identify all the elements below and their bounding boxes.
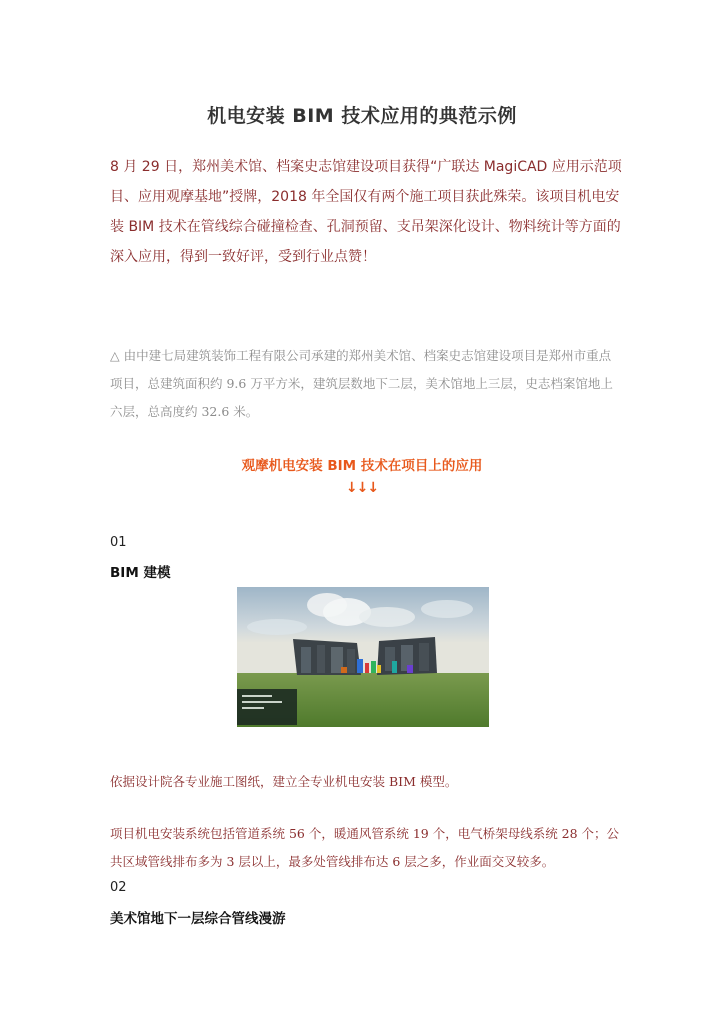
intro-paragraph: 8 月 29 日，郑州美术馆、档案史志馆建设项目获得“广联达 MagiCAD 应用示范项目、应用观摩基地”授牌，2018 年全国仅有两个施工项目获此殊荣。该项目机电安装 BIM 技术在管线综合碰撞检查、孔洞预留、支吊架深化设计、物料统计等方面的深入应用，得到一致好评，受到行业点赞！ — [110, 159, 622, 265]
section-number: 01 — [110, 535, 127, 550]
section-title: BIM 建模 — [110, 565, 171, 581]
down-arrows-icon: ↓↓↓ — [345, 480, 379, 496]
bim-model-image — [237, 587, 489, 727]
project-caption: △ 由中建七局建筑装饰工程有限公司承建的郑州美术馆、档案史志馆建设项目是郑州市重点项目，总建筑面积约 9.6 万平方米，建筑层数地下二层，美术馆地上三层，史志档案馆地上六层，总高度约 32.6 米。 — [110, 348, 613, 419]
application-subheading: 观摩机电安装 BIM 技术在项目上的应用 — [241, 458, 483, 474]
article-title: 机电安装 BIM 技术应用的典范示例 — [207, 105, 517, 127]
section-paragraph: 依据设计院各专业施工图纸，建立全专业机电安装 BIM 模型。 — [110, 774, 458, 789]
section-title: 美术馆地下一层综合管线漫游 — [110, 911, 286, 927]
section-paragraph: 项目机电安装系统包括管道系统 56 个，暖通风管系统 19 个，电气桥架母线系统 28 个；公共区域管线排布多为 3 层以上，最多处管线排布达 6 层之多，作业面交叉较多。 — [110, 826, 620, 869]
section-number: 02 — [110, 880, 127, 895]
